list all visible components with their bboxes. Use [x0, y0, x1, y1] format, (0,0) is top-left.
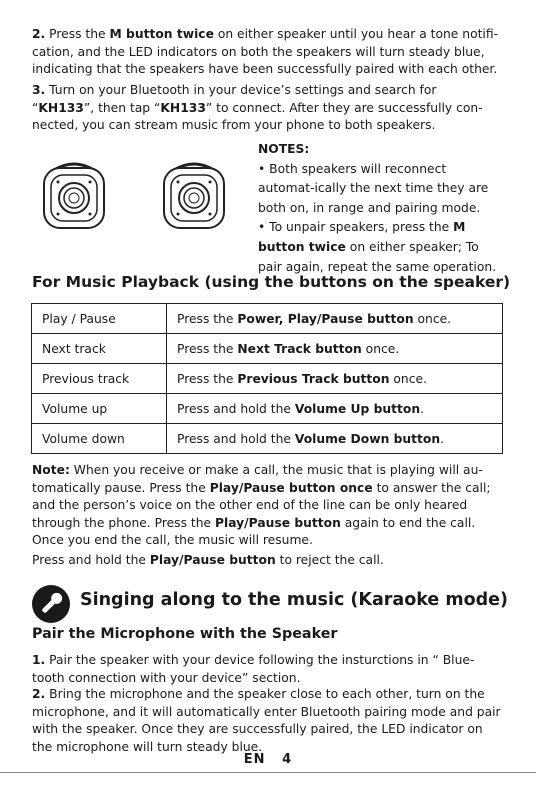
step-number: 2.	[32, 27, 46, 41]
table-row	[32, 304, 503, 334]
text: ”, then tap “	[83, 100, 161, 115]
table-cell-function: Volume down	[32, 424, 167, 454]
table-cell-function: Next track	[32, 334, 167, 364]
text: Press the	[177, 341, 238, 356]
bold-text: Play/Pause button	[214, 515, 341, 530]
bold-text: Play/Pause button once	[209, 480, 373, 495]
step-3-paragraph	[32, 82, 502, 135]
notes-title: NOTES:	[258, 142, 310, 156]
step-2-paragraph	[32, 26, 502, 79]
step-number: 3.	[32, 83, 46, 97]
table-row	[32, 394, 503, 424]
text: .	[420, 401, 425, 416]
speaker-illustration	[160, 156, 228, 230]
table-cell-action	[167, 364, 503, 394]
text: • To unpair speakers, press the	[258, 220, 454, 235]
text: .	[440, 431, 445, 446]
page-number: 4	[282, 752, 293, 767]
table-row	[32, 424, 503, 454]
text: Press and hold the	[32, 553, 150, 567]
note-item: • Both speakers will reconnect automat-ically the next time they are both on, in range and pairing mode.	[258, 161, 489, 215]
karaoke-heading: Singing along to the music (Karaoke mode)	[80, 590, 509, 610]
table-row	[32, 364, 503, 394]
bold-text: Power, Play/Pause button	[237, 311, 414, 326]
note-item	[258, 218, 506, 277]
note-label: Note:	[32, 463, 70, 477]
table-cell-function: Play / Pause	[32, 304, 167, 334]
table-cell-action	[167, 334, 503, 364]
text: Turn on your Bluetooth in your device’s settings and search for “	[32, 83, 437, 115]
table-cell-function: Previous track	[32, 364, 167, 394]
footer-divider	[0, 772, 536, 773]
text: Press and hold the	[177, 401, 295, 416]
bold-text: Previous Track button	[237, 371, 390, 386]
bold-text: Next Track button	[237, 341, 362, 356]
text: to answer the call; and the person’s voice on the other end of the line can be only heared through the phone. Press the	[32, 480, 491, 530]
playback-controls-table	[31, 303, 503, 454]
pair-microphone-heading: Pair the Microphone with the Speaker	[32, 626, 338, 642]
text: Pair the speaker with your device following the insturctions in “ Blue-tooth connection with your device” section.	[32, 653, 475, 685]
table-cell-function: Volume up	[32, 394, 167, 424]
karaoke-step-2	[32, 686, 502, 756]
text: to reject the call.	[275, 553, 384, 567]
language-code: EN	[243, 752, 266, 767]
call-note-paragraph	[32, 462, 502, 550]
bold-text: Play/Pause button	[149, 553, 276, 567]
karaoke-step-1	[32, 652, 502, 687]
bold-text: M button twice	[258, 220, 466, 254]
table-cell-action	[167, 304, 503, 334]
text: Press the	[177, 311, 238, 326]
bold-text: Volume Down button	[294, 431, 441, 446]
text: again to end the call. Once you end the call, the music will resume.	[32, 515, 476, 548]
step-number: 1.	[32, 653, 46, 667]
text: once.	[413, 311, 452, 326]
text: Press the	[45, 27, 110, 41]
table-row	[32, 334, 503, 364]
table-cell-action	[167, 394, 503, 424]
music-playback-heading: For Music Playback (using the buttons on the speaker)	[32, 273, 511, 291]
bold-text: M button twice	[109, 27, 214, 41]
text: on either speaker; To pair again, repeat the same operation.	[258, 239, 497, 274]
microphone-icon	[32, 585, 70, 623]
notes-box	[258, 140, 506, 277]
text: Press and hold the	[177, 431, 295, 446]
text: once.	[361, 341, 400, 356]
text: When you receive or make a call, the music that is playing will au-tomatically pause. Press the	[32, 463, 483, 495]
page-footer	[0, 752, 536, 767]
text: ” to connect. After they are successfully con-nected, you can stream music from your phone to both speakers.	[32, 100, 483, 133]
bold-text: KH133	[38, 100, 84, 115]
step-number: 2.	[32, 687, 46, 701]
bold-text: KH133	[160, 100, 206, 115]
text: once.	[389, 371, 427, 386]
bold-text: Volume Up button	[294, 401, 421, 416]
text: on either speaker until you hear a tone notifi-cation, and the LED indicators on both the speakers will turn steady blue, indicating that the speakers have been successfully paired with each other.	[32, 27, 499, 77]
table-cell-action	[167, 424, 503, 454]
text: Bring the microphone and the speaker close to each other, turn on the microphone, and it will automatically enter Bluetooth pairing mode and pair with the speaker. Once they are successfully paired, the LED indicator on the microphone will turn steady blue.	[32, 687, 501, 754]
text: Press the	[177, 371, 238, 386]
speaker-illustration	[40, 156, 108, 230]
reject-call-paragraph	[32, 552, 502, 570]
